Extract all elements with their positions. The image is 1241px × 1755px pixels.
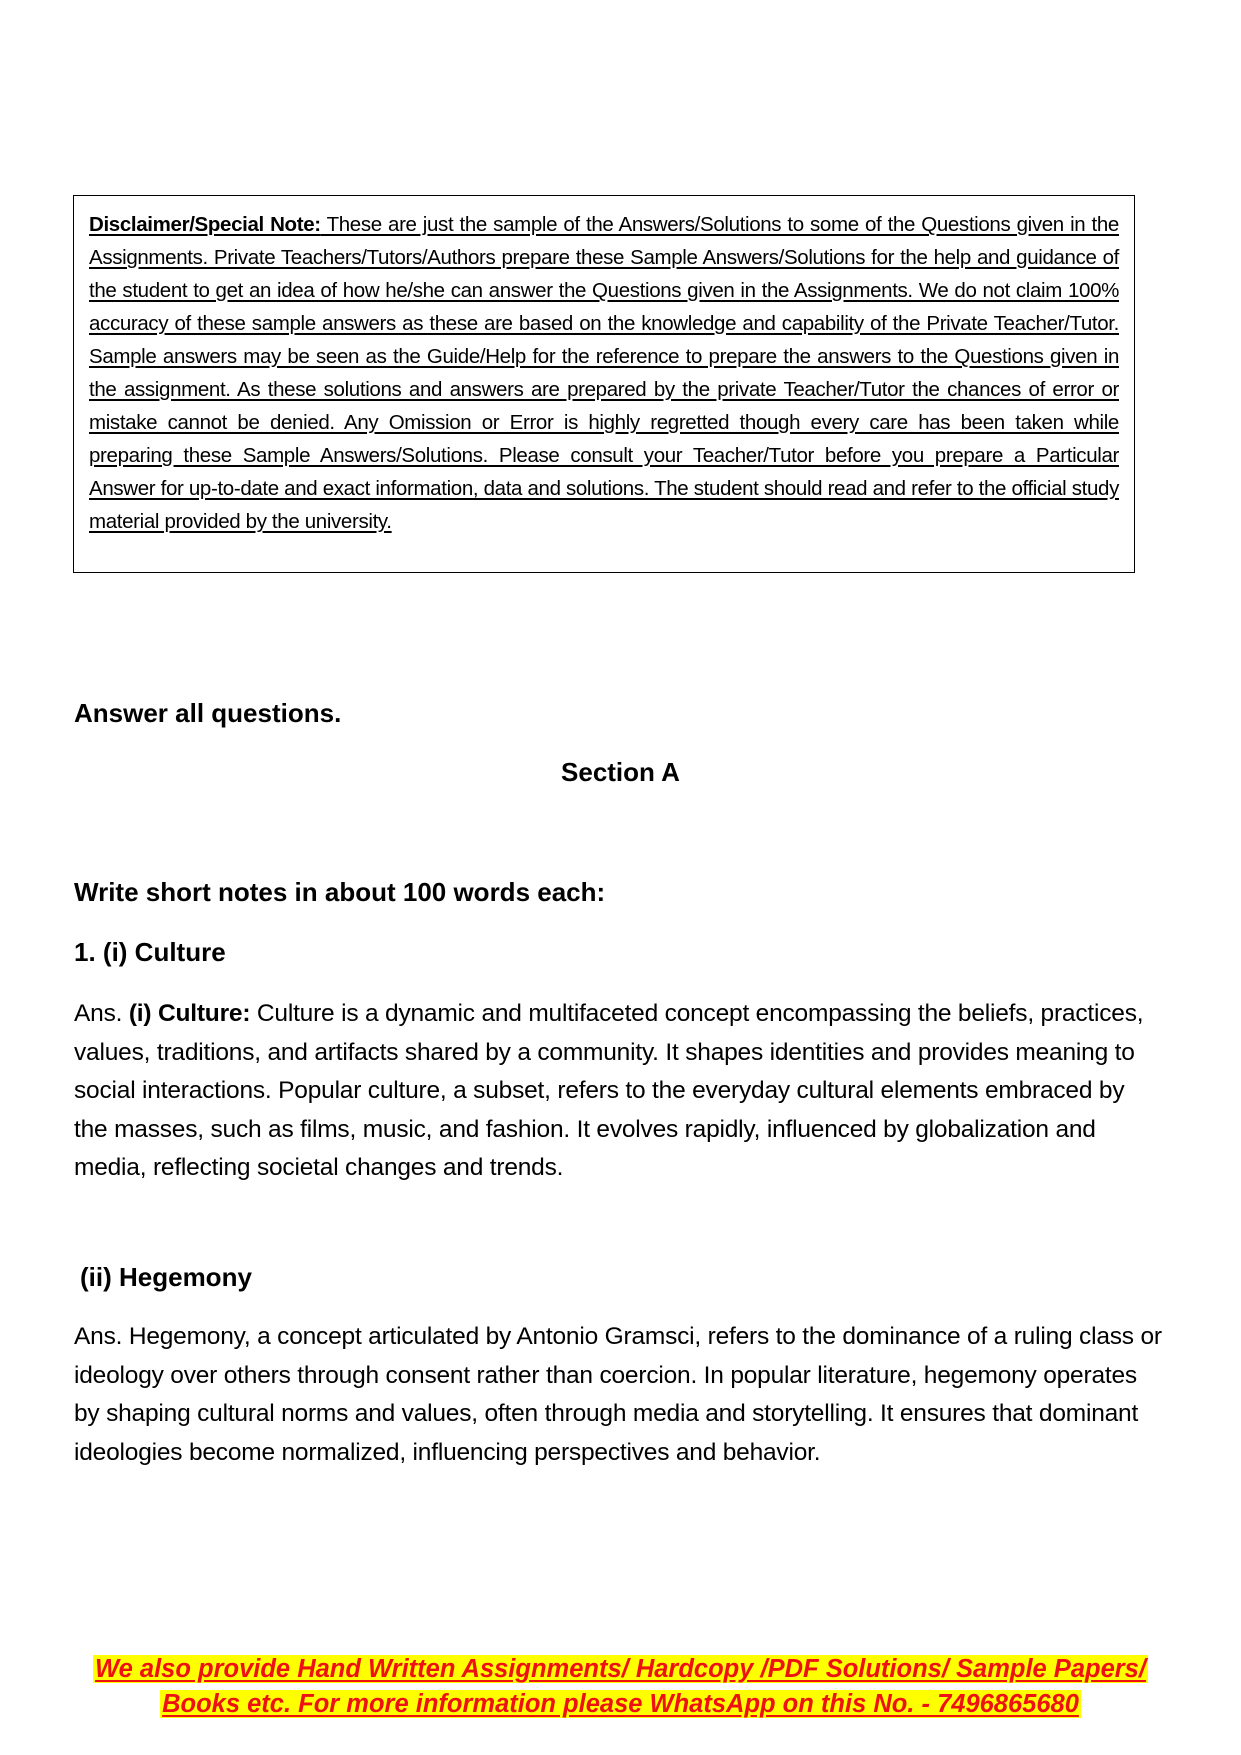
- promo-line-2: Books etc. For more information please WhatsApp on this No. - 7496865680: [162, 1690, 1079, 1718]
- answer-body: Culture is a dynamic and multifaceted concept encompassing the beliefs, practices, values, traditions, and artifacts shared by a community. It shapes identities and provides meaning to social interactions. Popular culture, a subset, refers to the everyday cultural elements embraced by the masses, such as films, music, and fashion. It evolves rapidly, influenced by globalization and media, reflecting societal changes and trends.: [74, 1000, 1144, 1181]
- promo-banner: [0, 1652, 1241, 1722]
- answer-term: (i) Culture:: [128, 1000, 251, 1027]
- answer-prefix: Ans.: [74, 1000, 129, 1027]
- answer-paragraph: Ans. Hegemony, a concept articulated by Antonio Gramsci, refers to the dominance of a ruling class or ideology over others through consent rather than coercion. In popular literature, hegemony operates by shaping cultural norms and values, often through media and storytelling. It ensures that dominant ideologies become normalized, influencing perspectives and behavior.: [74, 1323, 1162, 1466]
- answer-paragraph: [74, 995, 1164, 1188]
- promo-line-1: We also provide Hand Written Assignments/ Hardcopy /PDF Solutions/ Sample Papers/: [95, 1655, 1146, 1683]
- instructions-heading: Answer all questions.: [74, 698, 342, 728]
- disclaimer-label: Disclaimer/Special Note:: [89, 213, 321, 236]
- question-heading: 1. (i) Culture: [74, 937, 226, 967]
- disclaimer-box: [73, 195, 1135, 573]
- disclaimer-body: These are just the sample of the Answers/Solutions to some of the Questions given in the Assignments. Private Teachers/Tutors/Authors prepare these Sample Answers/Solutions for the help and guidance of the student to get an idea of how he/she can answer the Questions given in the Assignments. We do not claim 100% accuracy of these sample answers as these are based on the knowledge and capability of the Private Teacher/Tutor. Sample answers may be seen as the Guide/Help for the reference to prepare the answers to the Questions given in the assignment. As these solutions and answers are prepared by the private Teacher/Tutor the chances of error or mistake cannot be denied. Any Omission or Error is highly regretted though every care has been taken while preparing these Sample Answers/Solutions. Please consult your Teacher/Tutor before you prepare a Particular Answer for up-to-date and exact information, data and solutions. The student should read and refer to the official study material provided by the university.: [89, 213, 1119, 533]
- question-heading: (ii) Hegemony: [80, 1262, 252, 1292]
- disclaimer-text: [89, 208, 1119, 538]
- prompt-heading: Write short notes in about 100 words each:: [74, 877, 606, 907]
- section-title: Section A: [561, 757, 680, 787]
